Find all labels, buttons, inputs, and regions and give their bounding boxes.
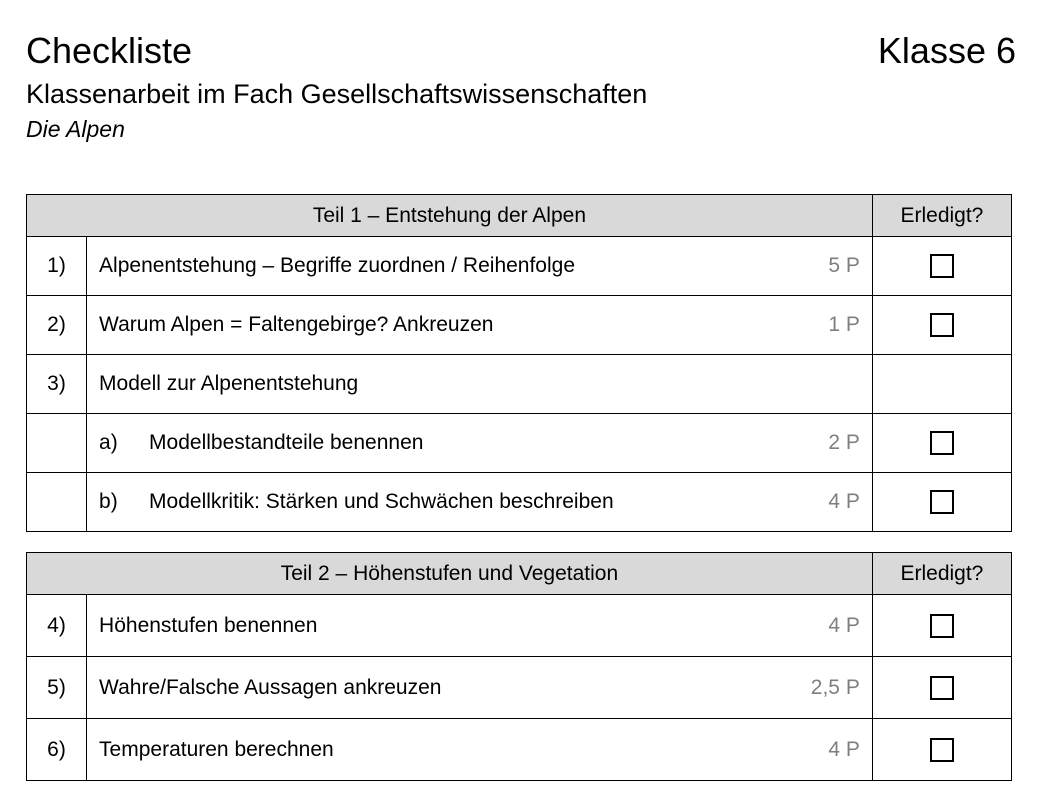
task-text: Höhenstufen benennen (99, 613, 318, 637)
task-number: 2) (27, 296, 87, 355)
teil1-table (26, 194, 1012, 532)
task-text: Modell zur Alpenentstehung (99, 372, 359, 395)
task-number: 5) (27, 657, 87, 719)
table-row (27, 237, 1012, 296)
document-header (26, 28, 1016, 144)
task-points: 1 P (828, 313, 860, 336)
task-points: 4 P (828, 737, 860, 761)
checkbox[interactable] (930, 614, 954, 638)
task-points: 5 P (828, 254, 860, 277)
checkbox[interactable] (930, 431, 954, 455)
subtask-text: Modellkritik: Stärken und Schwächen beschreiben (149, 490, 614, 513)
task-points: 4 P (828, 490, 860, 513)
page-subtitle: Klassenarbeit im Fach Gesellschaftswissenschaften (26, 79, 648, 109)
topic-label: Die Alpen (26, 116, 125, 142)
task-text: Warum Alpen = Faltengebirge? Ankreuzen (99, 313, 494, 336)
table-row (27, 296, 1012, 355)
teil2-header-row (27, 553, 1012, 595)
checkbox[interactable] (930, 676, 954, 700)
empty-check-cell (872, 355, 1011, 414)
subtask-text: Modellbestandteile benennen (149, 431, 424, 454)
task-points: 4 P (828, 613, 860, 637)
empty-number-cell (27, 473, 87, 532)
teil1-done-label: Erledigt? (872, 195, 1011, 237)
title-row (26, 28, 1016, 74)
checkbox[interactable] (930, 313, 954, 337)
teil1-heading: Teil 1 – Entstehung der Alpen (27, 195, 873, 237)
task-text: Alpenentstehung – Begriffe zuordnen / Reihenfolge (99, 254, 576, 277)
checkbox[interactable] (930, 490, 954, 514)
task-number: 1) (27, 237, 87, 296)
page-title: Checkliste (26, 30, 193, 71)
task-points: 2 P (828, 431, 860, 454)
teil1-header-row (27, 195, 1012, 237)
subtask-letter: b) (99, 490, 118, 513)
teil2-heading: Teil 2 – Höhenstufen und Vegetation (27, 553, 873, 595)
teil2-table (26, 552, 1012, 781)
checkbox[interactable] (930, 254, 954, 278)
task-text: Wahre/Falsche Aussagen ankreuzen (99, 675, 442, 699)
task-points: 2,5 P (810, 675, 860, 699)
task-number: 6) (27, 719, 87, 781)
task-text: Temperaturen berechnen (99, 737, 334, 761)
task-number: 3) (27, 355, 87, 414)
checkbox[interactable] (930, 738, 954, 762)
subtask-letter: a) (99, 431, 118, 454)
table-row (27, 719, 1012, 781)
table-row (27, 355, 1012, 414)
teil2-done-label: Erledigt? (872, 553, 1011, 595)
empty-number-cell (27, 414, 87, 473)
table-row (27, 595, 1012, 657)
table-row (27, 657, 1012, 719)
task-number: 4) (27, 595, 87, 657)
table-row (27, 473, 1012, 532)
table-row (27, 414, 1012, 473)
grade-label: Klasse 6 (877, 30, 1016, 71)
